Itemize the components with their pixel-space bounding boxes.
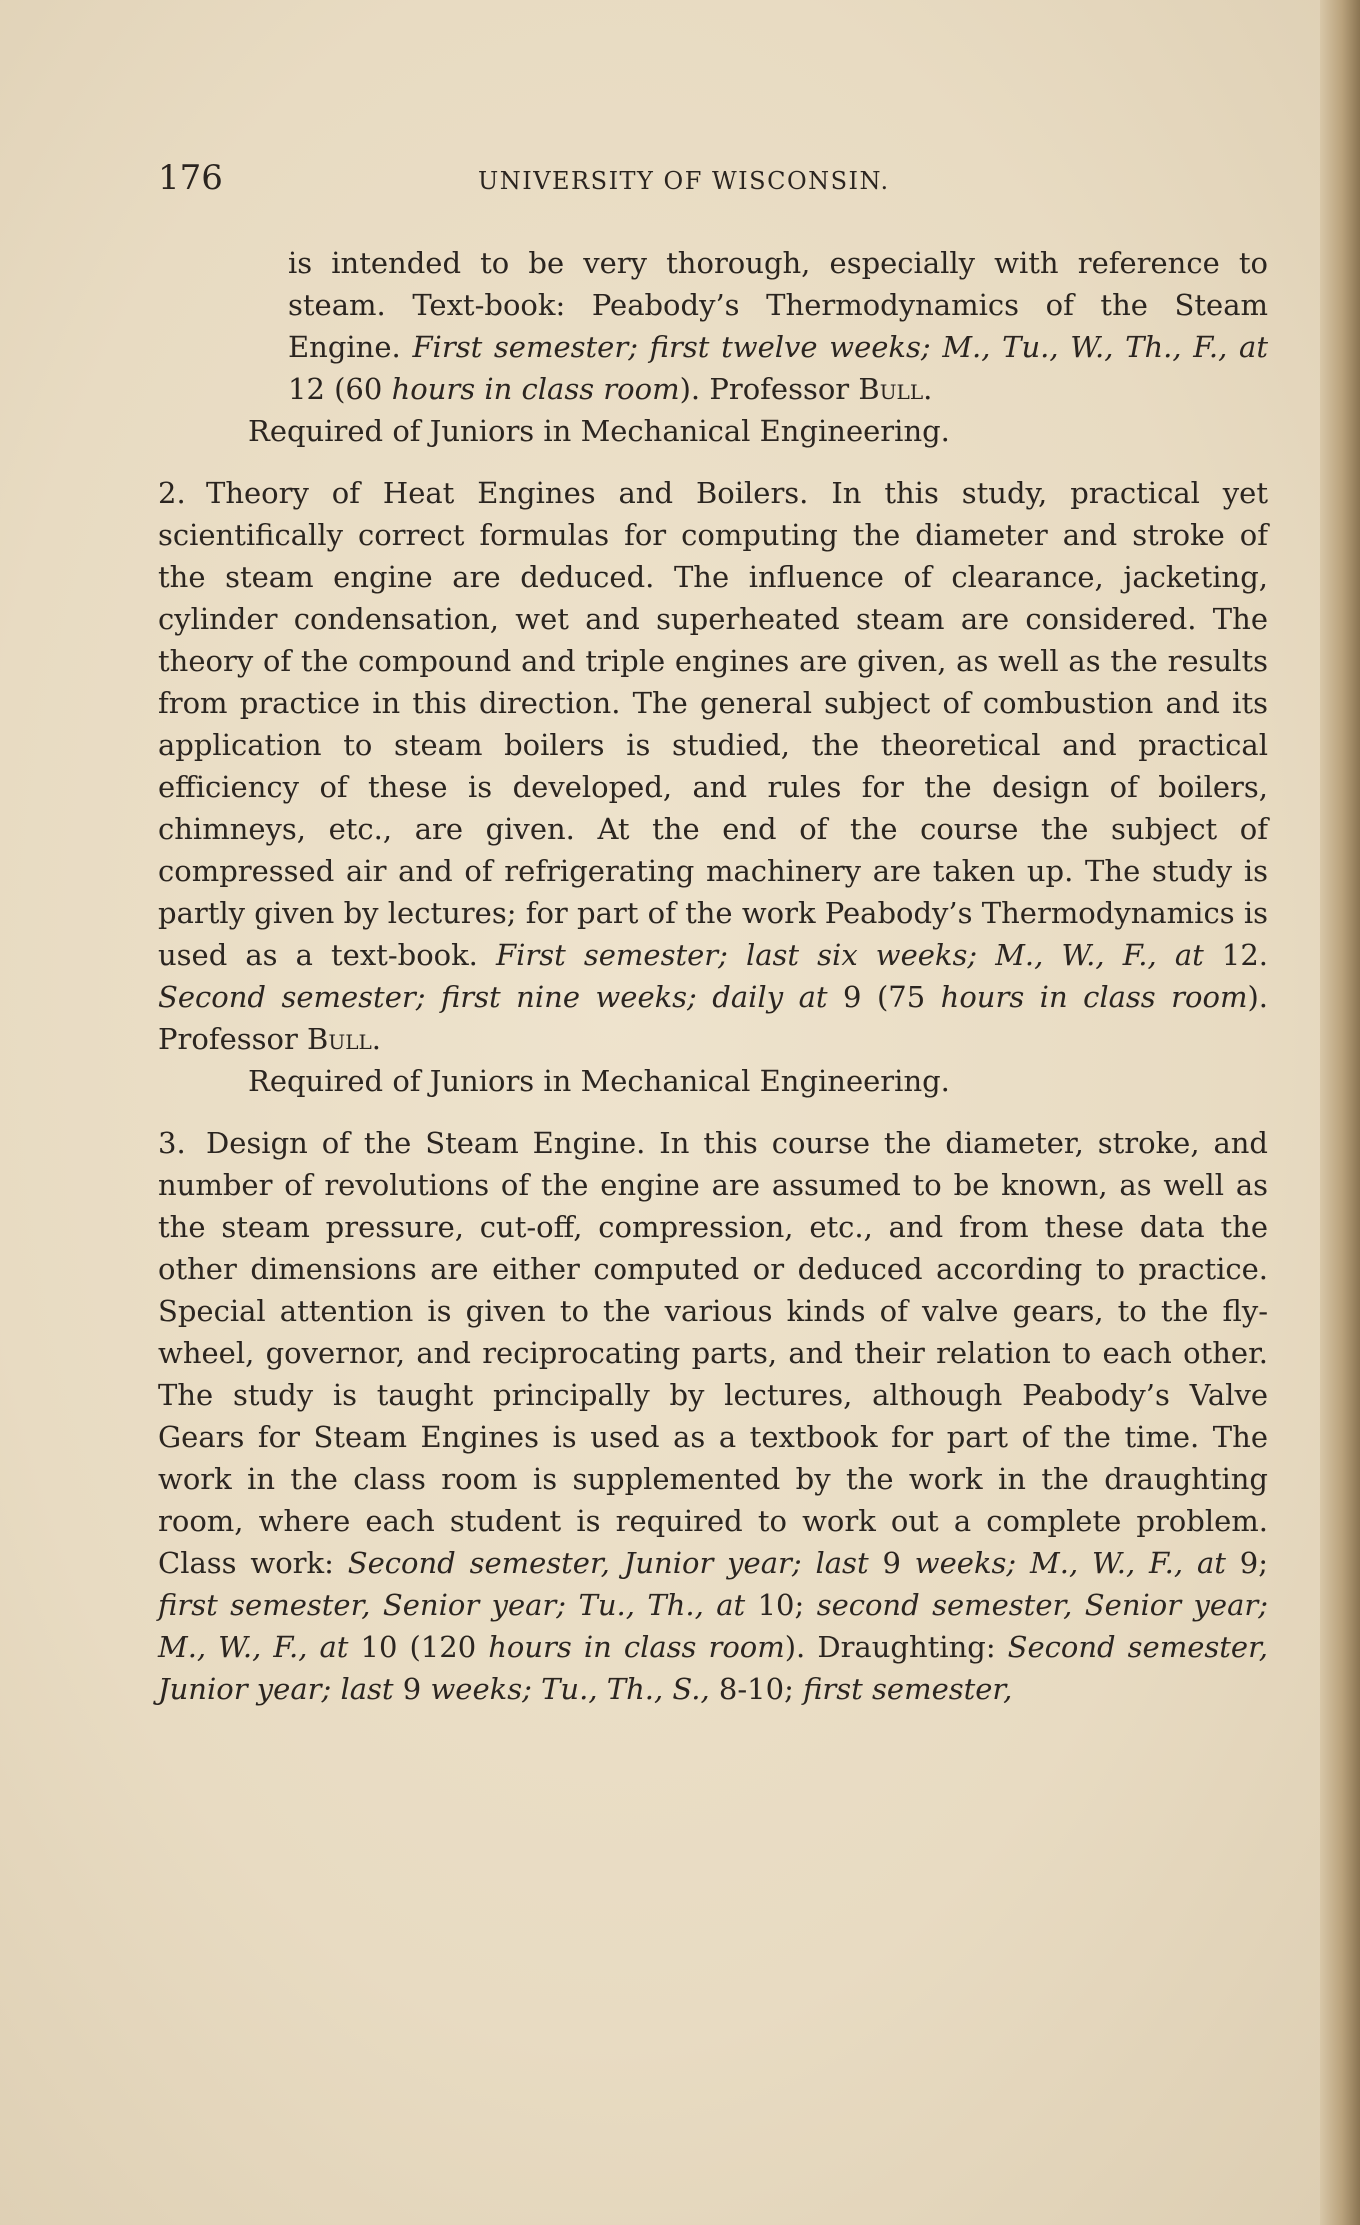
schedule-text: Second semester, Junior year; last	[158, 1630, 1268, 1706]
page-edge	[1320, 0, 1360, 2225]
schedule-text: First semester; last six weeks; M., W., F., at	[495, 938, 1204, 972]
running-head: UNIVERSITY OF WISCONSIN.	[478, 167, 890, 195]
paragraph-text: Theory of Heat Engines and Boilers. In this study, practical yet scientifically correct formulas for computing the diameter and stroke of the steam engine are deduced. The influence of clearance, jacketing, cylinder condensation, wet and superheated steam are considered. The theory of the compound and triple engines are given, as well as the results from practice in this direction. The general subject of combustion and its application to steam boilers is studied, the theoretical and practical efficiency of these is developed, and rules for the design of boilers, chimneys, etc., are given. At the end of the course the subject of compressed air and of refrigerating machinery are taken up. The study is partly given by lectures; for part of the work Peabody’s Thermodynamics is used as a text-book.	[158, 476, 1268, 972]
paragraph-text: ). Professor	[679, 372, 859, 406]
paragraph-text: 10 (120	[348, 1630, 489, 1664]
paragraph-text: 9	[393, 1672, 431, 1706]
item-number: 3.	[158, 1126, 186, 1160]
schedule-text: Second semester, Junior year; last	[347, 1546, 869, 1580]
paragraph-text: 9	[868, 1546, 915, 1580]
schedule-text: hours in class room	[391, 372, 680, 406]
page-header	[158, 158, 1258, 198]
paragraph-text: 8-10;	[709, 1672, 804, 1706]
paragraph-text: Design of the Steam Engine. In this course the diameter, stroke, and number of revolutions of the engine are assumed to be known, as well as the steam pressure, cut-off, compression, etc., and from these data the other dimensions are either computed or deduced according to practice. Special attention is given to the various kinds of valve gears, to the fly-wheel, governor, and reciprocating parts, and their relation to each other. The study is taught principally by lectures, although Peabody’s Valve Gears for Steam Engines is used as a textbook for part of the time. The work in the class room is supplemented by the work in the draughting room, where each student is required to work out a complete problem. Class work:	[158, 1126, 1268, 1580]
paragraph-text: 12 (60	[288, 372, 392, 406]
schedule-text: second semester, Senior year; M., W., F., at	[158, 1588, 1268, 1664]
course-item-2	[158, 472, 1268, 1060]
paragraph-text: ). Professor	[158, 980, 1268, 1056]
schedule-text: weeks; Tu., Th., S.,	[430, 1672, 710, 1706]
paragraph-text: 9 (75	[827, 980, 941, 1014]
requirement-note: Required of Juniors in Mechanical Engineering.	[248, 414, 950, 448]
professor-name: Bull.	[858, 372, 933, 406]
schedule-text: Second semester; first nine weeks; daily at	[158, 980, 828, 1014]
paragraph-text: 12.	[1203, 938, 1268, 972]
professor-name: Bull.	[307, 1022, 381, 1056]
schedule-text: weeks; M., W., F., at	[914, 1546, 1226, 1580]
schedule-text: first semester,	[803, 1672, 1013, 1706]
paragraph-text: 10;	[745, 1588, 817, 1622]
course-description	[158, 1122, 1268, 1710]
schedule-text: hours in class room	[488, 1630, 785, 1664]
paragraph-text: ). Draughting:	[784, 1630, 1008, 1664]
schedule-text: hours in class room	[940, 980, 1248, 1014]
item-number: 2.	[158, 476, 186, 510]
requirement-note: Required of Juniors in Mechanical Engineering.	[248, 1064, 950, 1098]
paragraph-continuation	[158, 242, 1268, 410]
course-item-3	[158, 1122, 1268, 1710]
page-body	[158, 242, 1268, 1710]
page-number: 176	[158, 158, 223, 198]
course-description	[158, 472, 1268, 1060]
schedule-text: first semester, Senior year; Tu., Th., at	[158, 1588, 746, 1622]
paragraph-text: 9;	[1225, 1546, 1268, 1580]
schedule-text: First semester; first twelve weeks; M., Tu., W., Th., F., at	[412, 330, 1268, 364]
paragraph-text: is intended to be very thorough, especially with reference to steam. Text-book: Peabody’s Thermodynamics of the Steam Engine.	[288, 246, 1268, 364]
